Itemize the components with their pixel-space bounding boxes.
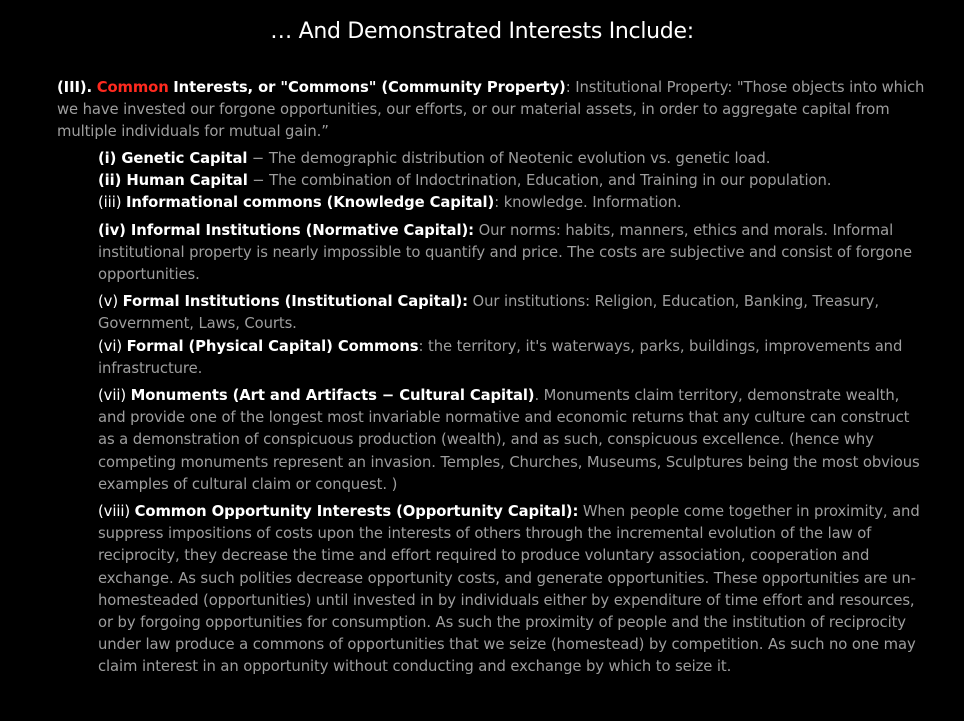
slide-title: … And Demonstrated Interests Include: <box>270 19 694 44</box>
intro-highlight: Common <box>96 79 169 96</box>
item-heading: Formal Institutions (Institutional Capital): <box>122 293 468 311</box>
intro-body: : Institutional Property: "Those objects into which we have invested our forgone opportunities, our efforts, or our material assets, in order to aggregate capital from multiple individuals for mutual gain.” <box>57 79 925 140</box>
list-item-monuments <box>98 385 928 496</box>
item-prefix: (v) <box>98 293 123 311</box>
intro-number: (III). <box>57 79 93 96</box>
item-heading: Formal (Physical Capital) Commons <box>126 337 419 355</box>
item-body: Our norms: habits, manners, ethics and morals. Informal institutional property is nearly impossible to quantify and price. The costs are subjective and consist of forgone opportunities. <box>98 221 912 284</box>
item-body: : the territory, it's waterways, parks, buildings, improvements and infrastructure. <box>98 337 903 377</box>
intro-heading: Interests <box>173 79 248 96</box>
item-body: When people come together in proximity, and suppress impositions of costs upon the interests of others through the incremental evolution of the law of reciprocity, they decrease the time and effort required to produce voluntary association, cooperation and exchange. As such polities decrease opportunity costs, and generate opportunities. These opportunities are un-homesteaded (opportunities) until invested in by individuals either by expenditure of time effort and resources, or by forgoing opportunities for consumption. As such the proximity of people and the institution of reciprocity under law produce a commons of opportunities that we seize (homestead) by competition. As such no one may claim interest in an opportunity without conducting and exchange by which to seize it. <box>98 503 920 676</box>
item-body: − The combination of Indoctrination, Education, and Training in our population. <box>247 172 832 190</box>
list-item-human-capital <box>98 170 928 192</box>
list-item-informal-institutions <box>98 220 928 287</box>
list-item-physical-commons <box>98 336 928 380</box>
item-heading: Informational commons (Knowledge Capital) <box>125 194 495 212</box>
list-item-informational-commons <box>98 192 928 214</box>
item-body: : knowledge. Information. <box>494 194 682 212</box>
item-body: − The demographic distribution of Neotenic evolution vs. genetic load. <box>247 150 771 167</box>
list-item-genetic-capital <box>98 148 928 170</box>
item-prefix: (vii) <box>98 387 131 405</box>
item-prefix: (viii) <box>98 503 135 521</box>
item-heading: (i) Genetic Capital <box>98 150 248 167</box>
list-item-formal-institutions <box>98 291 928 335</box>
item-prefix: (vi) <box>98 337 127 355</box>
item-body: Our institutions: Religion, Education, Banking, Treasury, Government, Laws, Courts. <box>98 293 879 333</box>
intro-paragraph <box>57 77 927 143</box>
list-item-opportunity-interests <box>98 501 928 679</box>
item-heading: Monuments (Art and Artifacts − Cultural Capital) <box>130 387 535 405</box>
item-heading: (ii) Human Capital <box>98 172 248 190</box>
intro-heading-rest: , or "Commons" (Community Property) <box>247 79 566 96</box>
item-heading: Common Opportunity Interests (Opportunity Capital): <box>134 503 579 521</box>
item-heading: (iv) Informal Institutions (Normative Capital): <box>98 221 474 239</box>
item-prefix: (iii) <box>98 194 126 212</box>
item-body: . Monuments claim territory, demonstrate wealth, and provide one of the longest most invariable normative and economic returns that any culture can construct as a demonstration of conspicuous production (wealth), and as such, conspicuous excellence. (hence why competing monuments represent an invasion. Temples, Churches, Museums, Sculptures being the most obvious examples of cultural claim or conquest. ) <box>98 387 920 493</box>
capital-list <box>98 148 928 679</box>
